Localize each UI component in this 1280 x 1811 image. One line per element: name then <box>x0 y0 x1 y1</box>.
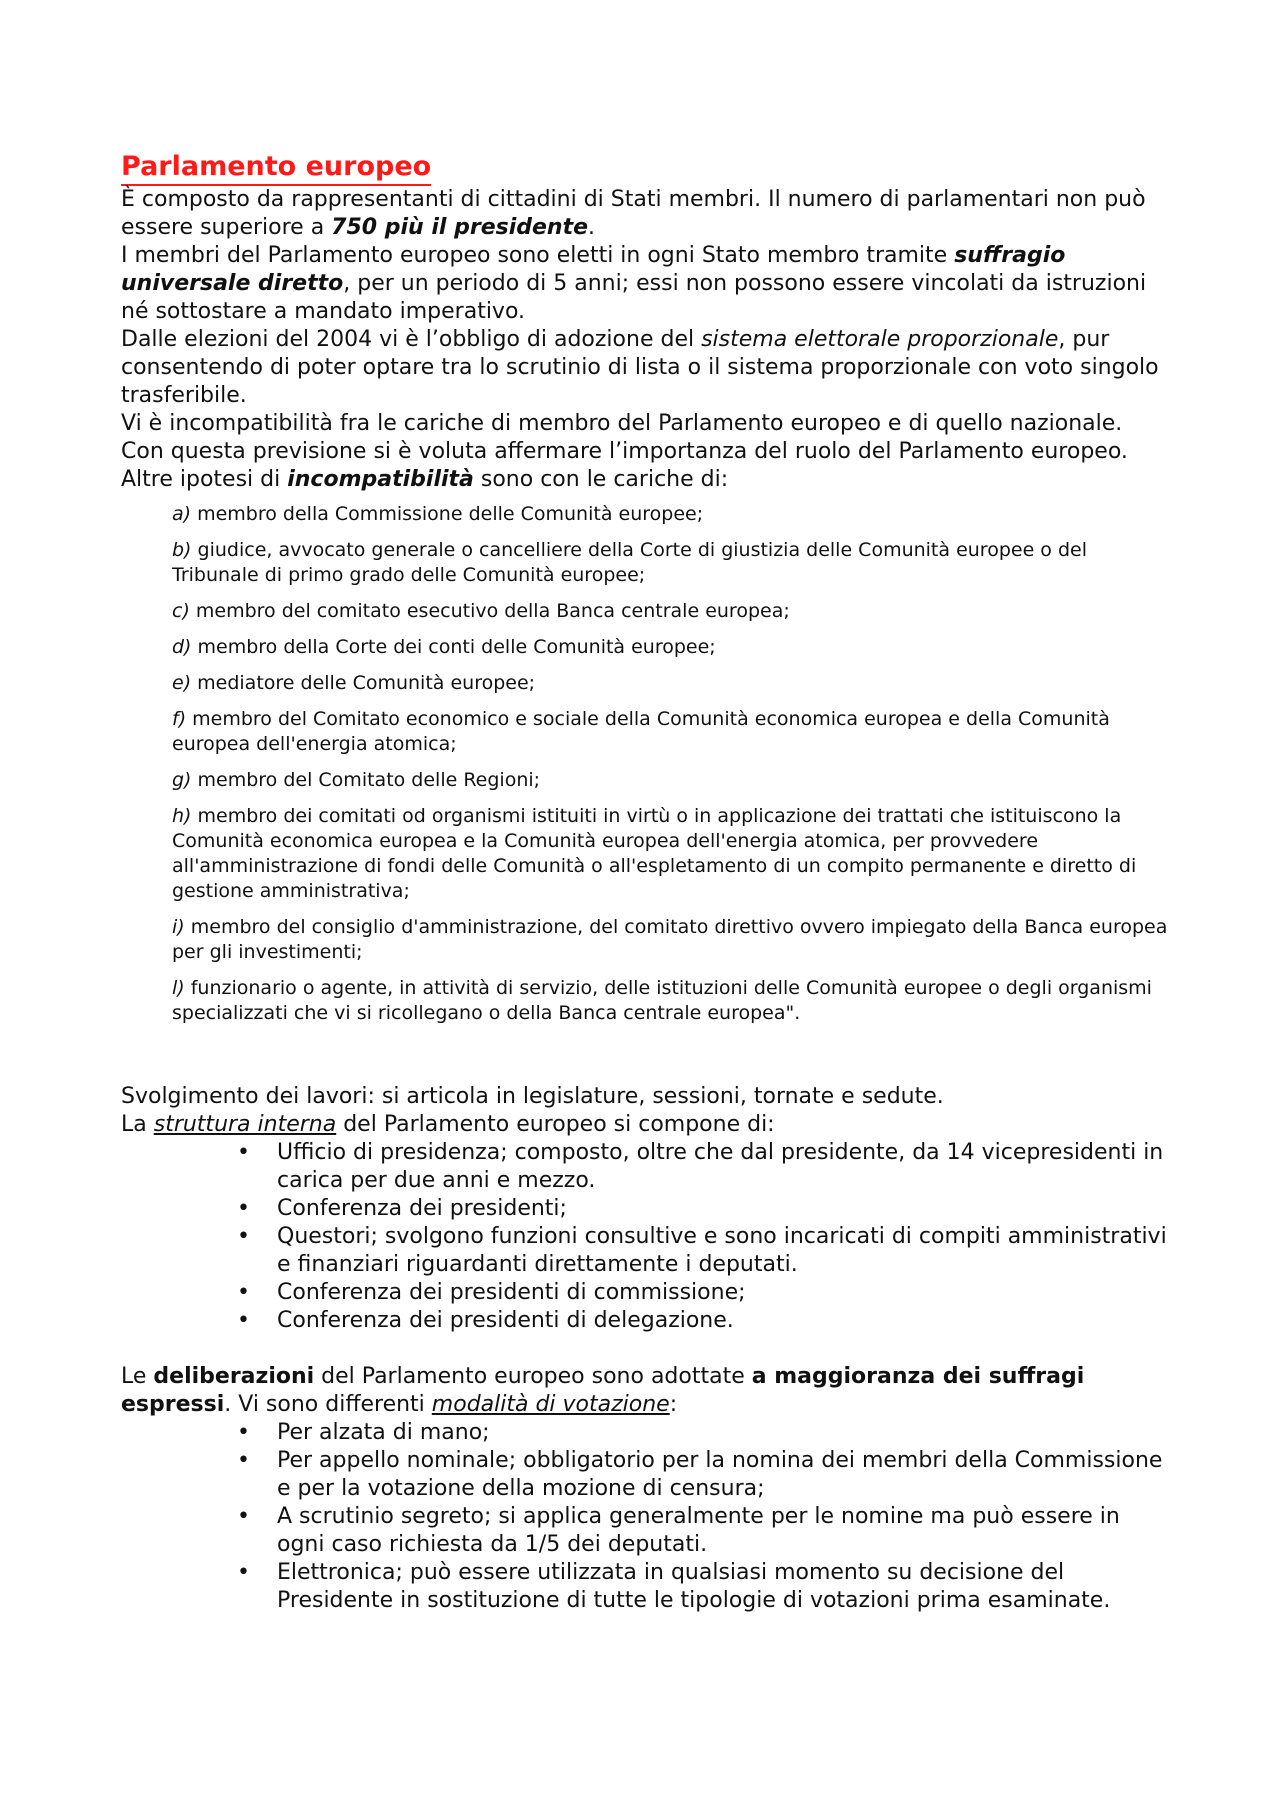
text-run: : <box>669 1392 678 1417</box>
item-text: membro del Comitato economico e sociale della Comunità economica europea e della Comunità europea dell'energia atomica; <box>172 708 1110 755</box>
emphasis-text: suffragio universale diretto <box>121 243 1066 296</box>
bullet-item: • Conferenza dei presidenti di commissione; <box>277 1279 1171 1307</box>
item-text: membro del Comitato delle Regioni; <box>191 769 541 791</box>
item-text: membro dei comitati od organismi istituiti in virtù o in applicazione dei trattati che istituiscono la Comunità economica europea e la Comunità europea dell'energia atomica, per provvedere all'amministrazione di fondi delle Comunità o all'espletamento di un compito permanente e diretto di gestione amministrativa; <box>172 805 1137 902</box>
list-item <box>172 915 1172 965</box>
page-title: Parlamento europeo <box>121 150 431 186</box>
item-text: membro del consiglio d'amministrazione, del comitato direttivo ovvero impiegato della Banca europea per gli investimenti; <box>172 916 1168 963</box>
item-text: membro della Corte dei conti delle Comunità europee; <box>191 636 716 658</box>
emphasis-text: 750 più il presidente <box>331 215 589 240</box>
item-label: f) <box>172 708 187 730</box>
bold-text: deliberazioni <box>153 1364 315 1389</box>
item-label: b) <box>172 539 192 561</box>
item-label: h) <box>172 805 192 827</box>
bold-text: a maggioranza dei suffragi espressi <box>121 1364 1085 1417</box>
italic-text: sistema elettorale proporzionale <box>701 327 1059 352</box>
underlined-text: struttura interna <box>153 1112 337 1137</box>
list-item <box>172 976 1172 1026</box>
item-text: membro del comitato esecutivo della Banca centrale europea; <box>189 600 790 622</box>
list-item <box>172 599 1172 624</box>
bullet-item: • Questori; svolgono funzioni consultive e sono incaricati di compiti amministrativi e finanziari riguardanti direttamente i deputati. <box>277 1223 1171 1279</box>
list-item <box>172 804 1172 904</box>
text-run: La <box>121 1112 154 1137</box>
item-text: membro della Commissione delle Comunità europee; <box>191 503 704 525</box>
text-run: . Vi sono differenti <box>224 1392 432 1417</box>
list-item <box>172 635 1172 660</box>
text-run: sono con le cariche di: <box>473 467 729 492</box>
paragraph-structure <box>121 1111 1171 1139</box>
incompatibility-list <box>172 502 1172 1026</box>
bullet-item: • Per alzata di mano; <box>277 1419 1171 1447</box>
list-item <box>172 671 1172 696</box>
spacer <box>121 1037 1171 1083</box>
item-label: c) <box>172 600 190 622</box>
bullet-item: • A scrutinio segreto; si applica generalmente per le nomine ma può essere in ogni caso richiesta da 1/5 dei deputati. <box>277 1503 1171 1559</box>
paragraph-deliberations <box>121 1363 1171 1419</box>
list-item <box>172 502 1172 527</box>
item-label: l) <box>172 977 185 999</box>
text-run: , per un periodo di 5 anni; essi non possono essere vincolati da istruzioni né sottostare a mandato imperativo. <box>121 271 1147 324</box>
text-run: I membri del Parlamento europeo sono eletti in ogni Stato membro tramite <box>121 243 955 268</box>
text-run: È composto da rappresentanti di cittadini di Stati membri. Il numero di parlamentari non può essere superiore a <box>121 187 1146 240</box>
list-item <box>172 707 1172 757</box>
text-run: del Parlamento europeo si compone di: <box>336 1112 775 1137</box>
text-run: del Parlamento europeo sono adottate <box>314 1364 752 1389</box>
paragraph-electoral-system <box>121 326 1171 410</box>
item-text: mediatore delle Comunità europee; <box>191 672 536 694</box>
structure-bullet-list <box>121 1139 1171 1335</box>
paragraph-works: Svolgimento dei lavori: si articola in legislature, sessioni, tornate e sedute. <box>121 1084 944 1109</box>
bullet-item: • Conferenza dei presidenti di delegazione. <box>277 1307 1171 1335</box>
text-run: Vi è incompatibilità fra le cariche di membro del Parlamento europeo e di quello nazionale. Con questa previsione si è voluta affermare l’importanza del ruolo del Parlamento europeo. Altre ipotesi di <box>121 411 1128 492</box>
item-label: a) <box>172 503 192 525</box>
text-run: Dalle elezioni del 2004 vi è l’obbligo di adozione del <box>121 327 702 352</box>
bullet-item: • Per appello nominale; obbligatorio per la nomina dei membri della Commissione e per la votazione della mozione di censura; <box>277 1447 1171 1503</box>
item-text: funzionario o agente, in attività di servizio, delle istituzioni delle Comunità europee o degli organismi specializzati che vi si ricollegano o della Banca centrale europea". <box>172 977 1152 1024</box>
voting-bullet-list <box>121 1419 1171 1615</box>
list-item <box>172 768 1172 793</box>
underlined-text: modalità di votazione <box>431 1392 670 1417</box>
item-label: g) <box>172 769 192 791</box>
bullet-item: • Elettronica; può essere utilizzata in qualsiasi momento su decisione del Presidente in sostituzione di tutte le tipologie di votazioni prima esaminate. <box>277 1559 1171 1615</box>
paragraph-composition <box>121 186 1171 242</box>
text-run: Le <box>121 1364 154 1389</box>
item-label: i) <box>172 916 185 938</box>
document-page <box>121 150 1171 1615</box>
spacer <box>121 1335 1171 1363</box>
paragraph-election <box>121 242 1171 326</box>
item-text: giudice, avvocato generale o cancelliere della Corte di giustizia delle Comunità europee o del Tribunale di primo grado delle Comunità europee; <box>172 539 1087 586</box>
item-label: e) <box>172 672 192 694</box>
text-run: , pur consentendo di poter optare tra lo scrutinio di lista o il sistema proporzionale con voto singolo trasferibile. <box>121 327 1159 408</box>
bullet-item: • Conferenza dei presidenti; <box>277 1195 1171 1223</box>
emphasis-text: incompatibilità <box>287 467 474 492</box>
bullet-item: • Ufficio di presidenza; composto, oltre che dal presidente, da 14 vicepresidenti in carica per due anni e mezzo. <box>277 1139 1171 1195</box>
list-item <box>172 538 1172 588</box>
paragraph-incompatibility <box>121 410 1171 494</box>
text-run: . <box>588 215 596 240</box>
item-label: d) <box>172 636 192 658</box>
